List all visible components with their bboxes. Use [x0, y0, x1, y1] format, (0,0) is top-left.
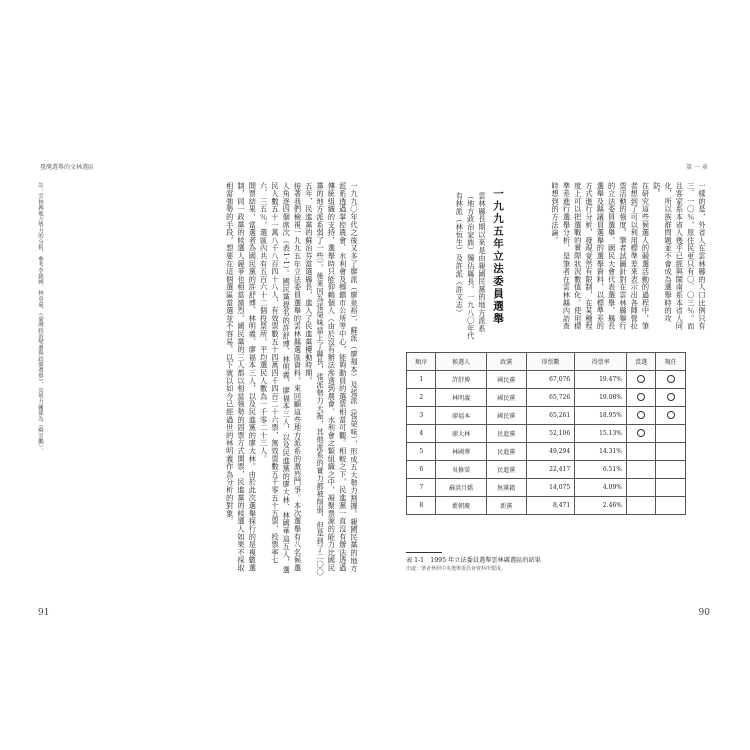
circle-mark-icon — [667, 411, 675, 419]
cell-incumbent — [656, 389, 686, 407]
table-row — [407, 497, 686, 515]
cell-rank: 6 — [407, 461, 436, 479]
cell-votes: 52,106 — [526, 425, 575, 443]
cell-incumbent — [656, 407, 686, 425]
header-votes: 得票數 — [526, 353, 575, 371]
table-row — [407, 425, 686, 443]
cell-elected — [626, 371, 655, 389]
cell-party: 無黨籍 — [486, 479, 526, 497]
header-incumbent: 現任 — [656, 353, 686, 371]
cell-party: 國民黨 — [486, 407, 526, 425]
cell-candidate: 廖福本 — [436, 407, 486, 425]
cell-elected — [626, 443, 655, 461]
table-row — [407, 389, 686, 407]
cell-candidate: 吳修榮 — [436, 461, 486, 479]
left-page-number: 91 — [38, 608, 50, 618]
cell-candidate: 蘇洪月嬌 — [436, 479, 486, 497]
cell-elected — [626, 479, 655, 497]
table-row — [407, 443, 686, 461]
header-rank: 順序 — [407, 353, 436, 371]
cell-rank: 4 — [407, 425, 436, 443]
cell-rank: 1 — [407, 371, 436, 389]
circle-mark-icon — [637, 375, 645, 383]
table-row — [407, 371, 686, 389]
circle-mark-icon — [637, 393, 645, 401]
cell-candidate: 許舒博 — [436, 371, 486, 389]
table-header-row — [407, 353, 686, 371]
cell-votes: 65,726 — [526, 389, 575, 407]
cell-rank: 5 — [407, 443, 436, 461]
right-page-number: 90 — [698, 608, 710, 618]
right-page — [376, 150, 722, 618]
cell-votes: 8,471 — [526, 497, 575, 515]
circle-mark-icon — [667, 393, 675, 401]
cell-party: 新黨 — [486, 497, 526, 515]
cell-incumbent — [656, 425, 686, 443]
cell-incumbent — [656, 461, 686, 479]
cell-percent: 14.31% — [575, 443, 627, 461]
table-source-note: 出處：筆者參照中央選舉委員會資料所製成。 — [406, 566, 507, 572]
caption-rule — [406, 552, 442, 553]
cell-incumbent — [656, 371, 686, 389]
cell-party: 民進黨 — [486, 461, 526, 479]
left-body-text: 一九九〇年代之後又多了廖派（廖泉裕）、蘇派（廖福本）及張派（張榮味），形成五大勢力割據。親國民黨的地方派系透過掌控農會、水利會及鄉鎮市公所等中心，能夠動員的選票相當可觀。相較之下，民進黨一直沒有辦法透過傳統組織的支持，選舉時只能仰賴個人（由於沒有辦法滲透到農會、水利會之類組織之中，凝聚票源的能力比國民黨的地方派系弱了一些）。後來因為張榮味當上了縣長，張派勢力大振，其他派系的實力都被削弱，但是到了二〇〇五年，民進黨的蘇治芬當選縣長，進入了民進黨擾動時期。 接著我們檢視一九九五年立法委員選舉的雲林縣選區資料，來回顧這些地方派系的激烈鬥爭。本次選舉有八名候選人角逐四個席次（表1-1）。國民黨提名的許舒博、林明義、廖福本三人，以及民進黨的廖大林、林國華這五人，選民人數五十一萬八千八百四十八人，有效票數五十四萬四千四百二十六票，無效票數五千零五十五票，投票率七六．三五％，選區內共有五百六十二個投票所，平均選民人數為一千零二十三人。 開票結果，當選者為國民黨的許舒博、林明義、廖福本三人，以及民進黨的廖大林。由於此次選舉採行的是複數選制，同一政黨的候選人競爭也相當激烈。國民黨的三人都以相當強勢的固票方式開票，民進黨的候選人如果不採取相當強勢的手段，想要在這個選區當選並不容易。以下就以如今已經過世的林明義作為分析的對象。 — [225, 182, 359, 577]
cell-votes: 22,417 — [526, 461, 575, 479]
cell-percent: 6.51% — [575, 461, 627, 479]
cell-rank: 3 — [407, 407, 436, 425]
cell-votes: 65,261 — [526, 407, 575, 425]
table-caption: 表 1-1 1995 年立法委員選舉雲林縣選區的結果 — [406, 557, 541, 564]
cell-percent: 19.08% — [575, 389, 627, 407]
cell-percent: 4.09% — [575, 479, 627, 497]
cell-elected — [626, 407, 655, 425]
table-row — [407, 461, 686, 479]
left-footnote: 註：雲林縣地方勢力的分析，參考李鎮國、林韋嘉，《臺灣政治變遷與政黨選舉》，其勢力關係為（蘇雲鵬）。 — [37, 182, 43, 454]
cell-votes: 14,075 — [526, 479, 575, 497]
cell-party: 國民黨 — [486, 389, 526, 407]
cell-elected — [626, 389, 655, 407]
cell-percent: 15.13% — [575, 425, 627, 443]
cell-candidate: 林明義 — [436, 389, 486, 407]
right-running-head: 第 一 章 — [686, 164, 708, 171]
cell-party: 民進黨 — [486, 443, 526, 461]
header-candidate: 候選人 — [436, 353, 486, 371]
table-caption-block — [406, 552, 696, 572]
left-page — [30, 150, 377, 618]
header-elected: 當選 — [626, 353, 655, 371]
cell-rank: 2 — [407, 389, 436, 407]
cell-elected — [626, 497, 655, 515]
cell-percent: 19.47% — [575, 371, 627, 389]
cell-rank: 7 — [407, 479, 436, 497]
cell-party: 國民黨 — [486, 371, 526, 389]
results-table — [406, 352, 686, 515]
right-body-top: 一樣的是，外省人在雲林縣的人口比例只有三．一〇％，原住民更只有〇．〇三％。而且客家系本省人幾乎已經與閩南系本省人同化，所以族群問題並不會成為選舉時的攻防。 在研究這些候選人的競選活動的過程中，筆者想到了可以利用標準差來表示出各陣營拉票活動的強度。筆者試圖針對在雲林縣舉行的立法委員選舉、國民大會代表選舉、縣長選舉及縣議員選舉的選舉資料，以標準差的方式進行分析，發現竟然有限制，在某種程度上可以把選戰的實際狀況數值化。使用標準差進行選舉分析，是筆者在雲林縣內訪查時想到的方法論。 — [551, 182, 707, 331]
right-body-section: 雲林縣長期以來是由親國民黨的地方派系（地方政治家族）獨佔縣長。一九八〇年代有林派（林恒生）及許派（許文志） — [455, 192, 487, 341]
cell-elected — [626, 425, 655, 443]
circle-mark-icon — [637, 411, 645, 419]
cell-candidate: 林國華 — [436, 443, 486, 461]
cell-rank: 8 — [407, 497, 436, 515]
header-percent: 得票率 — [575, 353, 627, 371]
circle-mark-icon — [637, 429, 645, 437]
left-running-head: 臺灣選舉的文林選區 — [40, 164, 95, 171]
cell-elected — [626, 461, 655, 479]
header-party: 政黨 — [486, 353, 526, 371]
cell-incumbent — [656, 443, 686, 461]
results-table-body — [407, 371, 686, 515]
cell-candidate: 廖大林 — [436, 425, 486, 443]
circle-mark-icon — [667, 375, 675, 383]
cell-percent: 18.95% — [575, 407, 627, 425]
table-row — [407, 479, 686, 497]
cell-party: 民進黨 — [486, 425, 526, 443]
table-row — [407, 407, 686, 425]
cell-votes: 49,294 — [526, 443, 575, 461]
cell-incumbent — [656, 497, 686, 515]
cell-percent: 2.46% — [575, 497, 627, 515]
cell-incumbent — [656, 479, 686, 497]
cell-candidate: 藍朝慶 — [436, 497, 486, 515]
section-heading: 一九九五年立法委員選舉 — [492, 188, 504, 326]
cell-votes: 67,076 — [526, 371, 575, 389]
